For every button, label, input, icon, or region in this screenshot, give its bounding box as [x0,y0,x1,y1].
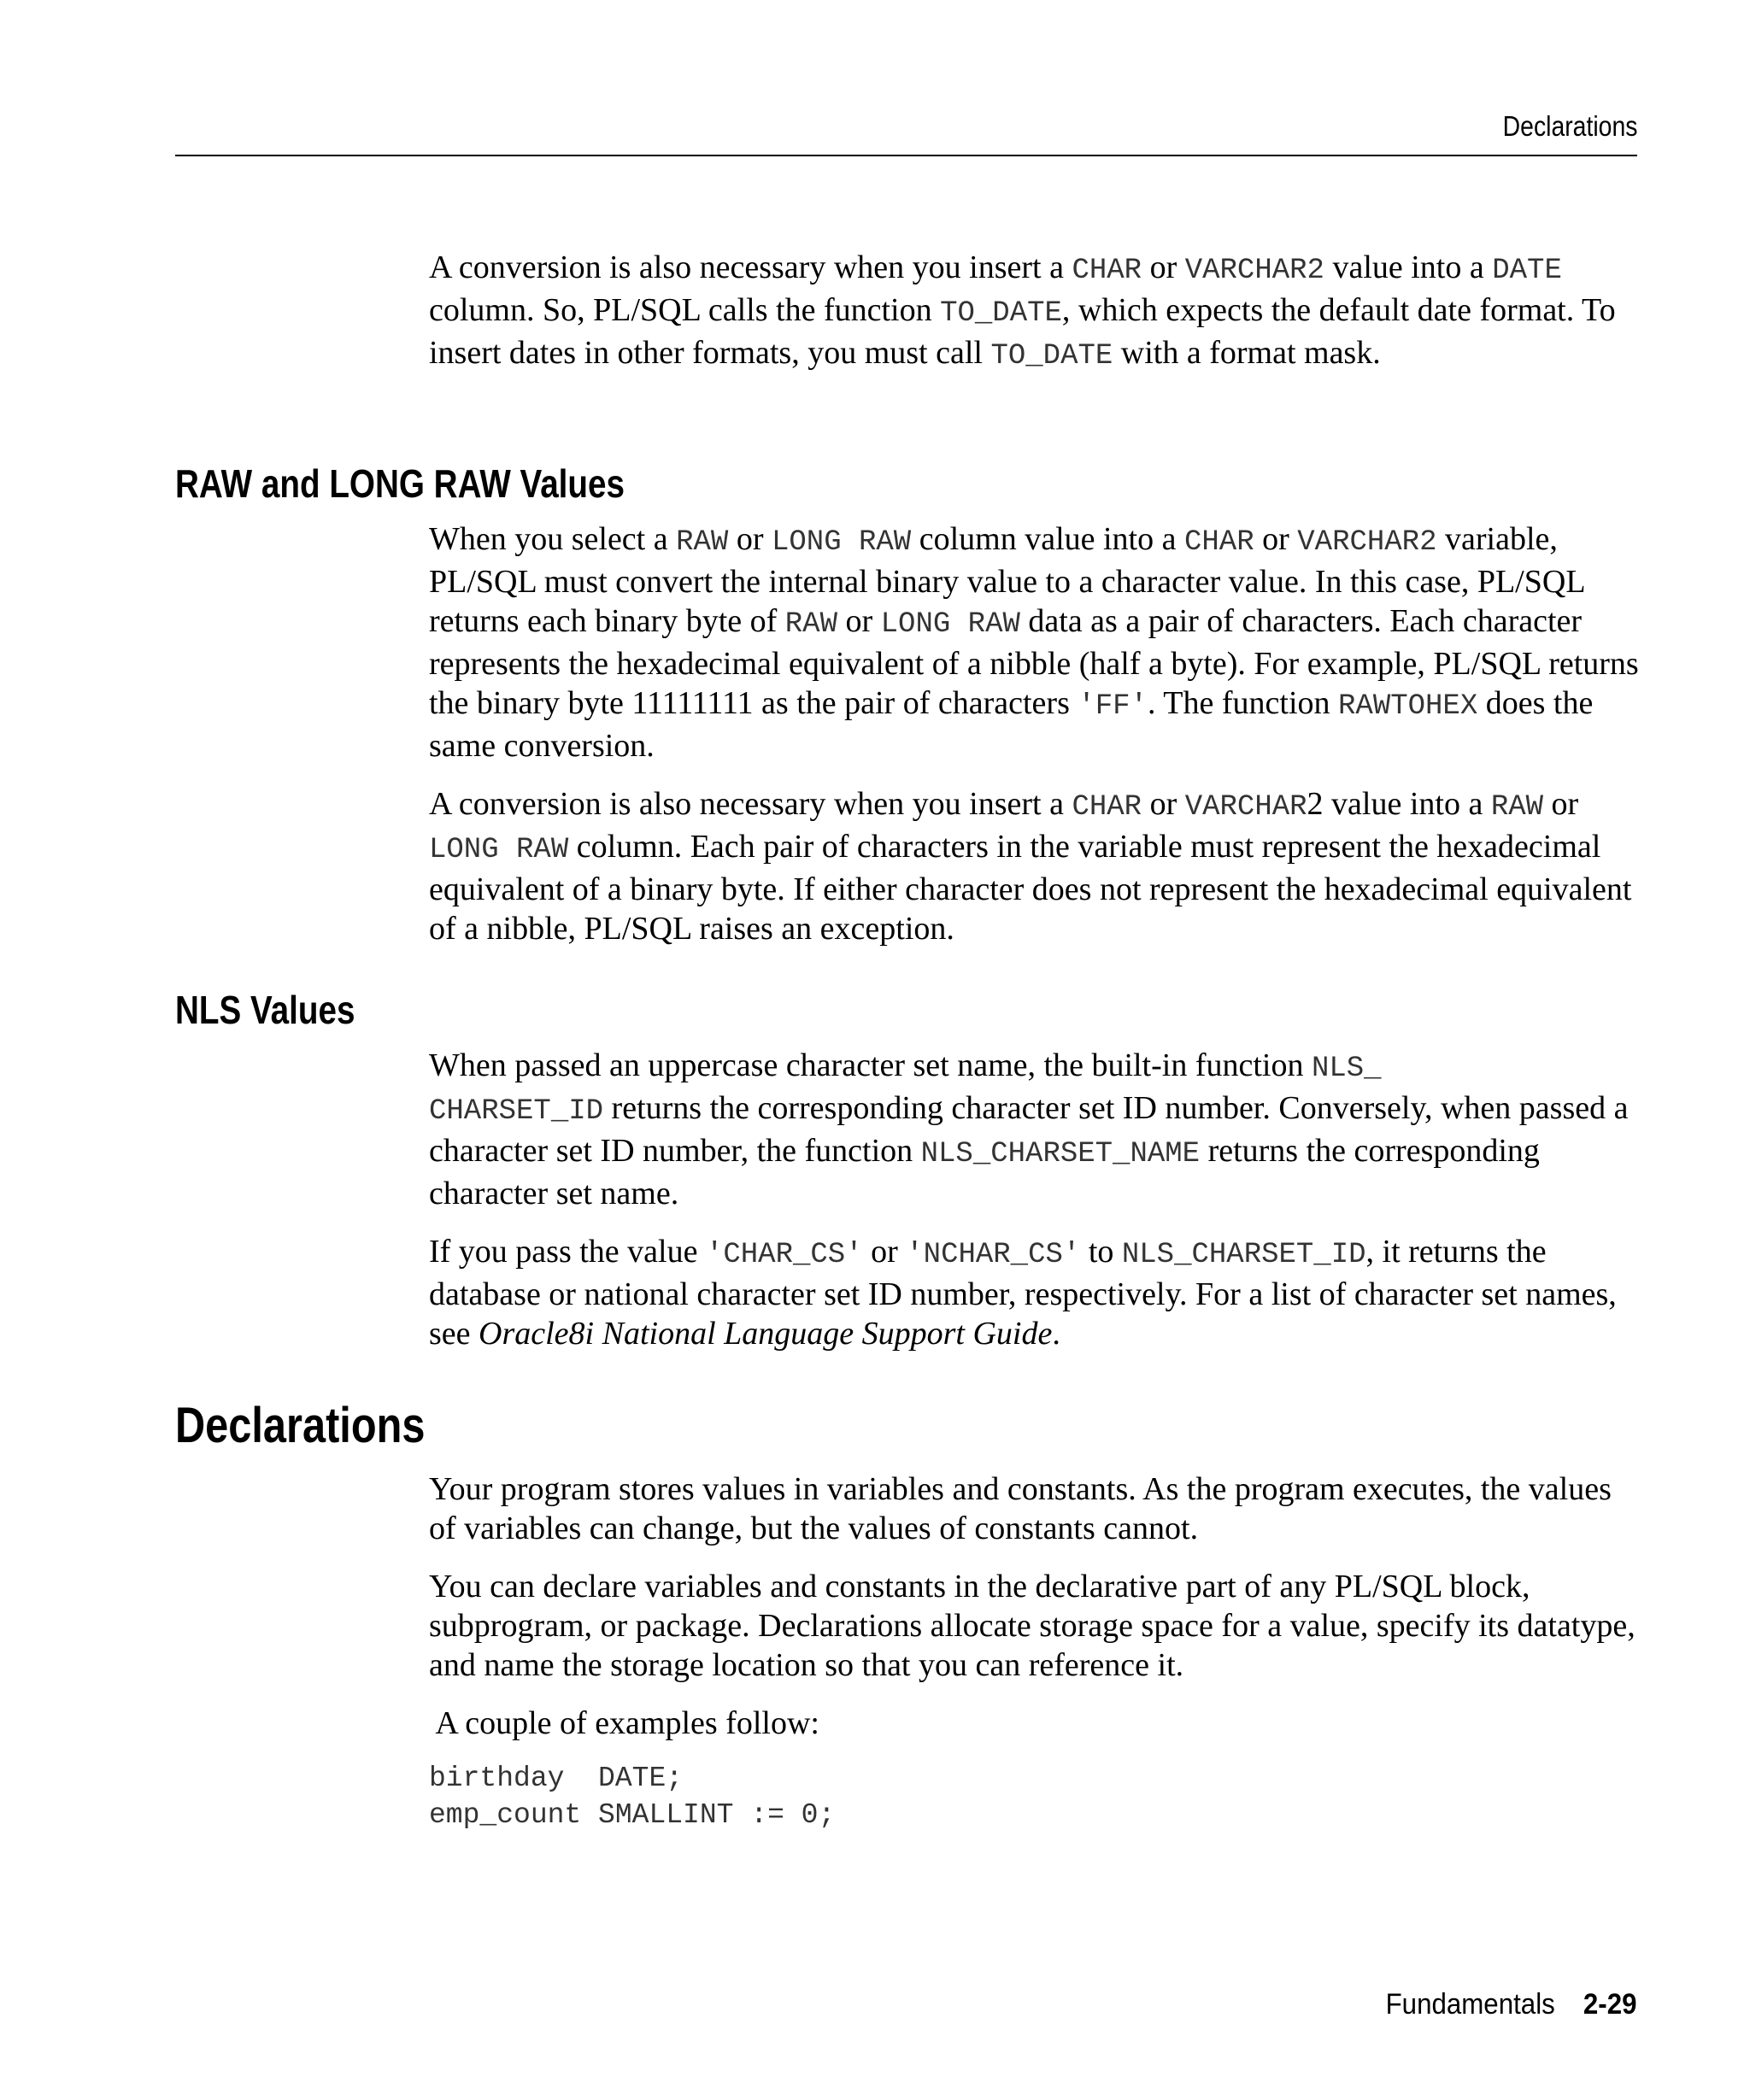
footer-chapter: Fundamentals [1386,1988,1556,2021]
text-run: with a format mask. [1113,335,1381,371]
code-nls-charset-name: NLS_CHARSET_NAME [920,1138,1201,1170]
text-run: , which expects the default date format. To insert dates in other formats, you must call [429,292,1616,371]
text-run: When you select a [429,521,677,557]
text-run: column value into a [911,521,1184,557]
text-run: or [837,603,881,639]
code-long-raw: LONG RAW [429,834,569,866]
code-char: CHAR [1072,791,1142,824]
code-raw: RAW [1490,791,1544,824]
code-rawtohex: RAWTOHEX [1338,690,1478,723]
code-varchar: VARCHAR [1184,791,1307,824]
code-raw: RAW [676,526,729,559]
code-raw: RAW [784,608,837,641]
code-nls-prefix: NLS_ [1311,1053,1382,1085]
text-run: column. Each pair of characters in the variable must represent the hexadecimal equivalent of a binary byte. If either character does not represent the hexadecimal equivalent of a nibble, PL/SQL raises an exception. [429,829,1632,947]
intro-block [429,248,1642,395]
code-charset-id: CHARSET_ID [429,1095,604,1128]
text-run: A conversion is also necessary when you insert a [429,786,1072,822]
text-run: column. So, PL/SQL calls the function [429,292,941,328]
code-varchar2: VARCHAR2 [1184,255,1324,287]
raw-section-heading: RAW and LONG RAW Values [175,461,625,506]
text-run: A conversion is also necessary when you insert a [429,249,1072,285]
code-example [429,1760,835,1833]
code-varchar2: VARCHAR2 [1297,526,1437,559]
declarations-heading: Declarations [175,1398,426,1453]
declarations-paragraph-1: Your program stores values in variables and constants. As the program executes, the values of variables can change, but the values of constants cannot. [429,1471,1612,1546]
raw-paragraph-2 [429,784,1642,948]
text-run: variable, PL/SQL must convert the internal binary value to a character value. In this case, PL/SQL returns each binary byte of [429,521,1585,639]
text-run: or [1142,786,1185,822]
text-run: or [1543,786,1579,822]
book-reference: Oracle8i National Language Support Guide [479,1316,1053,1352]
running-header-title: Declarations [1502,110,1637,142]
raw-section-body [429,519,1642,967]
code-to-date: TO_DATE [990,340,1113,372]
code-char: CHAR [1183,526,1254,559]
code-char: CHAR [1072,255,1142,287]
nls-section-heading: NLS Values [175,988,355,1032]
declarations-paragraph-2: You can declare variables and constants in the declarative part of any PL/SQL block, subprogram, or package. Declarations allocate storage space for a value, specify its datatype, and name the storage location so that you can reference it. [429,1569,1635,1683]
code-line: birthday DATE; [429,1763,684,1794]
text-run: or [1142,249,1185,285]
code-ff-literal: 'FF' [1078,690,1148,723]
code-nchar-cs: 'NCHAR_CS' [906,1239,1081,1271]
declarations-body [429,1469,1642,1762]
text-run: value into a [1324,249,1493,285]
code-long-raw: LONG RAW [880,608,1020,641]
page-number: 2-29 [1583,1988,1637,2021]
code-line: emp_count SMALLINT := 0; [429,1799,836,1831]
text-run: data as a pair of characters. Each character represents the hexadecimal equivalent of a nibble (half a byte). For example, PL/SQL returns the binary byte 11111111 as the pair of characters [429,603,1639,721]
code-long-raw: LONG RAW [771,526,912,559]
page-footer [1386,1987,1637,2021]
text-run: or [1254,521,1298,557]
text-run: does the same conversion. [429,685,1594,764]
text-run: returns the corresponding character set ID number. Conversely, when passed a character set ID number, the function [429,1090,1629,1169]
text-run: . The function [1147,685,1339,721]
raw-paragraph-1 [429,519,1642,766]
declarations-paragraph-3: A couple of examples follow: [429,1705,819,1741]
nls-paragraph-1 [429,1046,1642,1213]
code-to-date: TO_DATE [940,297,1062,330]
text-run: or [862,1234,907,1270]
text-run: If you pass the value [429,1234,706,1270]
text-run: When passed an uppercase character set name, the built-in function [429,1047,1312,1083]
nls-section-body [429,1046,1642,1372]
nls-paragraph-2 [429,1232,1642,1353]
code-nls-charset-id: NLS_CHARSET_ID [1121,1239,1366,1271]
intro-paragraph [429,248,1642,376]
code-char-cs: 'CHAR_CS' [705,1239,863,1271]
code-date: DATE [1492,255,1562,287]
text-run: or [728,521,772,557]
header-rule [175,155,1637,156]
text-run: , it returns the database or national character set ID number, respectively. For a list of character set names, see [429,1234,1617,1352]
text-run: to [1080,1234,1122,1270]
text-run: . [1052,1316,1060,1352]
text-run: returns the corresponding character set name. [429,1133,1540,1211]
text-run: 2 value into a [1307,786,1491,822]
